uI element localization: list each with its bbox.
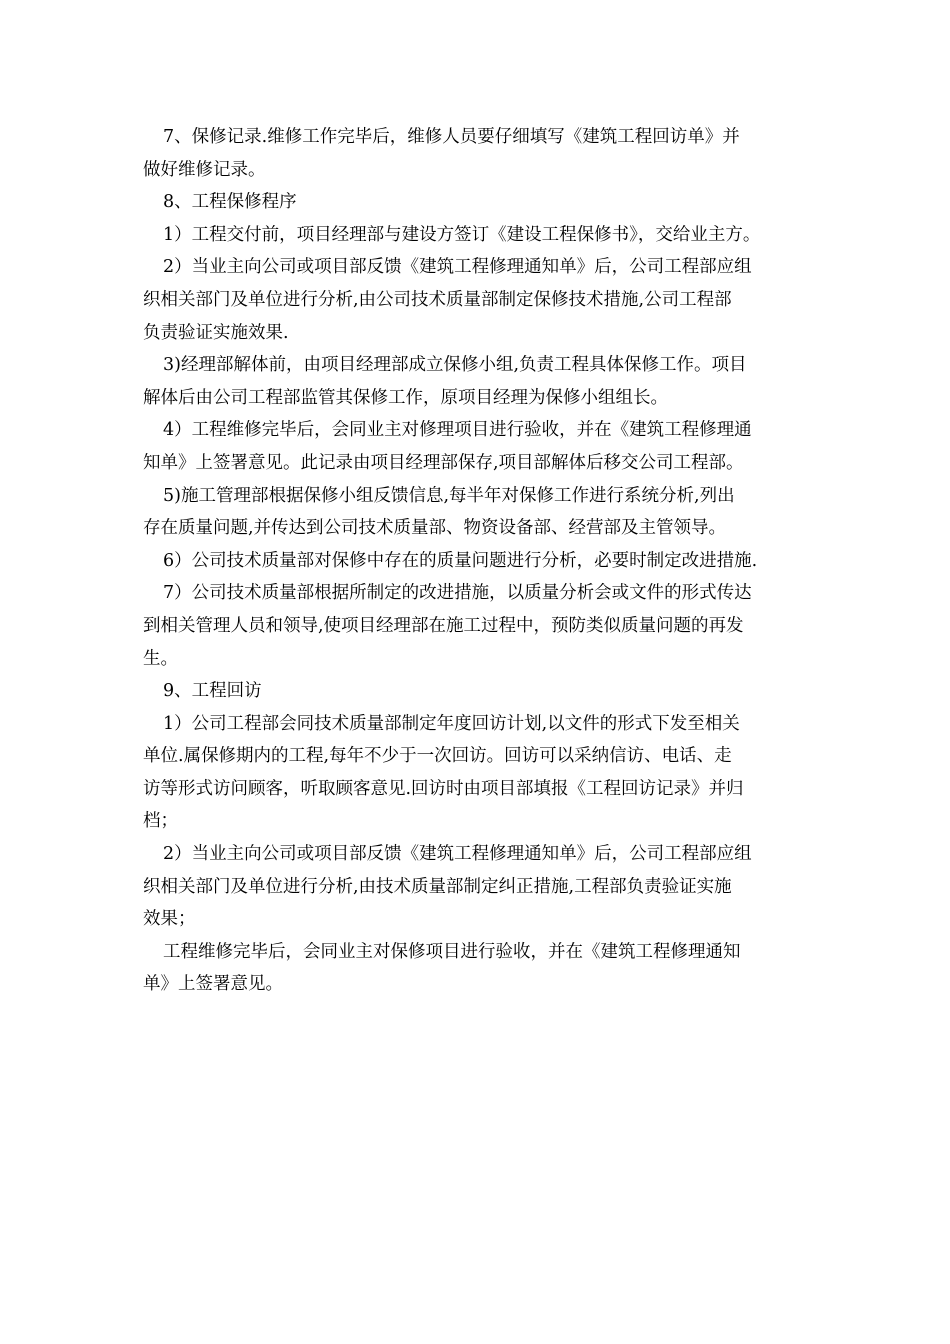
text-line: 做好维修记录。 <box>143 159 266 180</box>
text-line: 存在质量问题,并传达到公司技术质量部、物资设备部、经营部及主管领导。 <box>143 518 727 539</box>
text-line: 5)施工管理部根据保修小组反馈信息,每半年对保修工作进行系统分析,列出 <box>163 485 735 506</box>
text-line: 效果； <box>143 909 196 930</box>
section-heading: 9、工程回访 <box>163 681 262 702</box>
text-line: 织相关部门及单位进行分析,由技术质量部制定纠正措施,工程部负责验证实施 <box>143 876 732 897</box>
text-line: 4）工程维修完毕后，会同业主对修理项目进行验收，并在《建筑工程修理通 <box>163 420 752 441</box>
text-line: 2）当业主向公司或项目部反馈《建筑工程修理通知单》后，公司工程部应组 <box>163 844 752 865</box>
text-line: 知单》上签署意见。此记录由项目经理部保存,项目部解体后移交公司工程部。 <box>143 452 744 473</box>
text-line: 负责验证实施效果. <box>143 322 289 343</box>
text-line: 3)经理部解体前，由项目经理部成立保修小组,负责工程具体保修工作。项目 <box>163 355 747 376</box>
text-line: 工程维修完毕后，会同业主对保修项目进行验收，并在《建筑工程修理通知 <box>163 941 741 962</box>
text-line: 单位.属保修期内的工程,每年不少于一次回访。回访可以采纳信访、电话、走 <box>143 746 732 767</box>
text-line: 生。 <box>143 648 178 669</box>
body-text <box>143 121 811 1001</box>
text-line: 1）工程交付前，项目经理部与建设方签订《建设工程保修书》，交给业主方。 <box>163 224 761 245</box>
text-line: 1）公司工程部会同技术质量部制定年度回访计划,以文件的形式下发至相关 <box>163 713 740 734</box>
text-line: 2）当业主向公司或项目部反馈《建筑工程修理通知单》后，公司工程部应组 <box>163 257 752 278</box>
text-line: 6）公司技术质量部对保修中存在的质量问题进行分析，必要时制定改进措施. <box>163 550 758 571</box>
text-line: 7）公司技术质量部根据所制定的改进措施，以质量分析会或文件的形式传达 <box>163 583 752 604</box>
text-line: 档； <box>143 811 178 832</box>
text-line: 解体后由公司工程部监管其保修工作，原项目经理为保修小组组长。 <box>143 387 668 408</box>
text-line: 织相关部门及单位进行分析,由公司技术质量部制定保修技术措施,公司工程部 <box>143 289 732 310</box>
text-line: 访等形式访问顾客，听取顾客意见.回访时由项目部填报《工程回访记录》并归 <box>143 778 744 799</box>
text-line: 单》上签署意见。 <box>143 974 283 995</box>
text-line: 7、保修记录.维修工作完毕后，维修人员要仔细填写《建筑工程回访单》并 <box>163 127 740 147</box>
section-heading: 8、工程保修程序 <box>163 192 297 213</box>
text-line: 到相关管理人员和领导,使项目经理部在施工过程中，预防类似质量问题的再发 <box>143 615 744 636</box>
